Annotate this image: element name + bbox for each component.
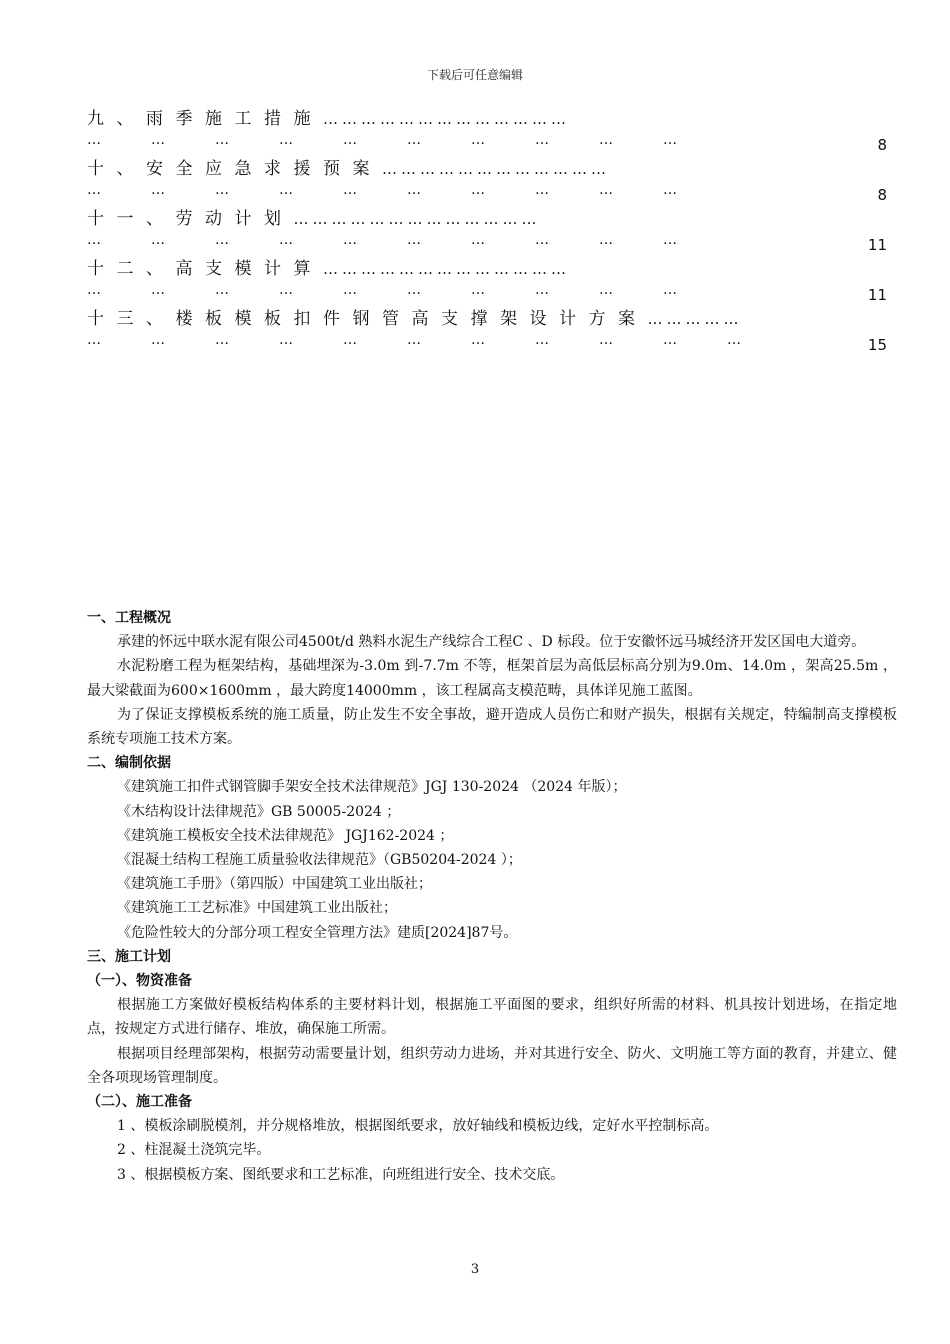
reference-item: 《混凝土结构工程施工质量验收法律规范》（GB50204-2024 ）； [117,852,522,869]
paragraph: 承建的怀远中联水泥有限公司4500t/d 熟料水泥生产线综合工程C 、D 标段。位于安徽怀远马城经济开发区国电大道旁。 [117,634,866,651]
toc-entry-title: 九、雨季施工措施 [87,109,323,129]
section-heading: 二、编制依据 [87,755,171,772]
toc-leader-continued: ………………………… [87,282,727,298]
reference-item: 《建筑施工模板安全技术法律规范》 JGJ162-2024 ； [117,827,454,844]
paragraph: 根据项目经理部架构，根据劳动需要量计划，组织劳动力进场，并对其进行安全、防火、文明施工等方面的教育，并建立、健全各项现场管理制度。 [87,1045,897,1086]
toc-leader-continued: ………………………… [87,232,727,248]
toc-entry-title: 十、安全应急求援预案 [87,159,382,179]
numbered-item: 2 、柱混凝土浇筑完毕。 [117,1142,271,1159]
toc-leader-continued: ………………………… [87,182,727,198]
toc-entry-title: 十三、楼板模板扣件钢管高支撑架设计方案 [87,309,648,329]
toc-entry[interactable] [87,106,887,156]
reference-item: 《建筑施工扣件式钢管脚手架安全技术法律规范》JGJ 130-2024 （2024 年版）； [117,779,627,796]
section-heading: 一、工程概况 [87,610,171,626]
toc-entry[interactable] [87,206,887,256]
toc-entry[interactable] [87,156,887,206]
numbered-item: 3 、根据模板方案、图纸要求和工艺标准，向班组进行安全、技术交底。 [117,1166,565,1183]
toc-leader: ……………………………… [382,160,610,178]
section-heading: 三、施工计划 [87,948,171,965]
document-body [87,606,897,1187]
page-number: 3 [470,1262,480,1277]
paragraph: 为了保证支撑模板系统的施工质量，防止发生不安全事故，避开造成人员伤亡和财产损失，根据有关规定，特编制高支撑模板系统专项施工技术方案。 [87,706,897,748]
paragraph: 水泥粉磨工程为框架结构，基础埋深为-3.0m 到-7.7m 不等，框架首层为高低层标高分别为9.0m、14.0m ，架高25.5m ，最大梁截面为600×1600mm ，最大跨度14000mm ，该工程属高支模范畴，具体详见施工蓝图。 [87,658,897,699]
subsection-heading: （二）、施工准备 [87,1094,192,1111]
toc-entry-title: 十二、高支模计算 [87,259,323,279]
subsection-heading: （一）、物资准备 [87,973,192,990]
numbered-item: 1 、模板涂刷脱模剂，并分规格堆放，根据图纸要求，放好轴线和模板边线，定好水平控制标高。 [117,1118,719,1135]
toc-leader: ………………………………… [293,210,541,228]
toc-entry[interactable] [87,306,887,356]
toc-entry[interactable] [87,256,887,306]
paragraph: 根据施工方案做好模板结构体系的主要材料计划，根据施工平面图的要求，组织好所需的材料、机具按计划进场，在指定地点，按规定方式进行储存、堆放，确保施工所需。 [87,997,897,1038]
toc-leader-continued: …………………………… [87,332,791,348]
toc-page-number: 11 [867,286,887,304]
reference-item: 《建筑施工手册》（第四版）中国建筑工业出版社； [117,876,432,893]
table-of-contents [87,106,887,356]
toc-page-number: 11 [867,236,887,254]
toc-leader: ………………………………… [323,260,570,278]
page-header-note: 下载后可任意编辑 [426,68,523,82]
reference-item: 《建筑施工工艺标准》中国建筑工业出版社； [117,900,397,917]
toc-leader: …………… [647,310,743,328]
toc-leader-continued: ………………………… [87,132,727,148]
reference-item: 《木结构设计法律规范》GB 50005-2024 ； [117,803,401,820]
toc-leader: ………………………………… [323,110,570,128]
toc-page-number: 15 [867,336,887,354]
toc-page-number: 8 [877,186,887,204]
toc-page-number: 8 [877,136,887,154]
toc-entry-title: 十一、劳动计划 [87,209,294,229]
reference-item: 《危险性较大的分部分项工程安全管理方法》建质[2024]87号。 [117,924,518,941]
